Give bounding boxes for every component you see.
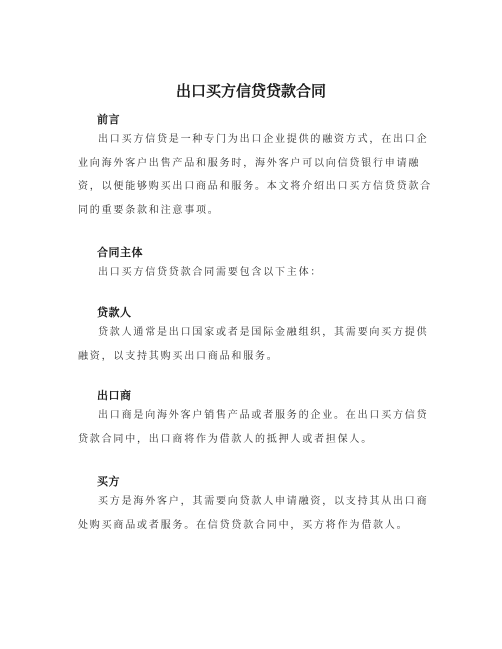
section-text-contract-parties: 出口买方信贷贷款合同需要包含以下主体： [98,267,323,278]
section-heading-exporter: 出口商 [97,389,132,402]
section-heading-contract-parties: 合同主体 [97,246,143,259]
section-text-preface: 出口买方信贷是一种专门为出口企业提供的融资方式，在出口企业向海外客户出售产品和服务时，海外客户可以向信贷银行申请融资，以便能够购买出口商品和服务。本文将介绍出口买方信贷贷款合同的重要条款和注意事项。 [78,134,432,216]
section-heading-buyer: 买方 [97,475,120,488]
section-text-exporter: 出口商是向海外客户销售产品或者服务的企业。在出口买方信贷贷款合同中，出口商将作为借款人的抵押人或者担保人。 [78,410,429,445]
section-text-lender: 贷款人通常是出口国家或者是国际金融组织，其需要向买方提供融资，以支持其购买出口商品和服务。 [78,327,429,362]
section-text-buyer: 买方是海外客户，其需要向贷款人申请融资，以支持其从出口商处购买商品或者服务。在信贷贷款合同中，买方将作为借款人。 [78,496,429,531]
section-heading-lender: 贷款人 [97,306,132,319]
section-heading-preface: 前言 [97,113,120,126]
document-title: 出口买方信贷贷款合同 [175,82,326,100]
